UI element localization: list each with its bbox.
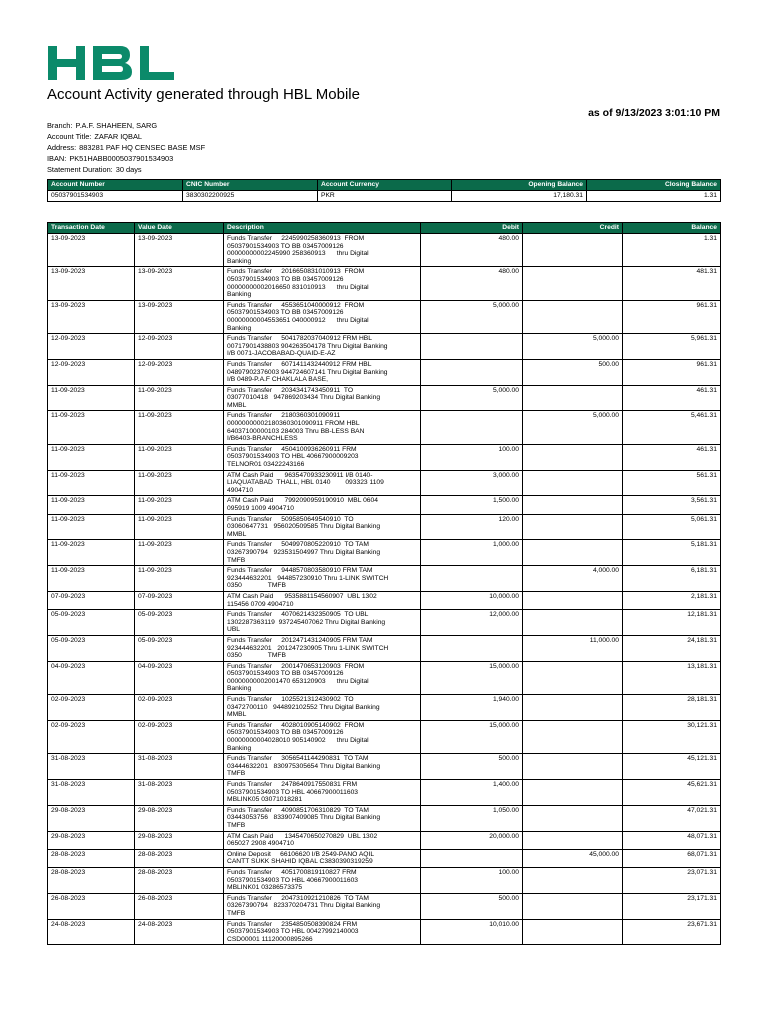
- transaction-date: 04-09-2023: [48, 661, 135, 694]
- description: Funds Transfer 5041782037040912 FRM HBL 00717901438803 904263504178 Thru Digital Banking I/B 0071-JACOBABAD-QUAID-E-AZ: [224, 334, 421, 360]
- debit-amount: 5,000.00: [421, 300, 523, 333]
- header-closing-balance: Closing Balance: [587, 180, 721, 191]
- info-account-title: Account Title: ZAFAR IQBAL: [47, 132, 143, 142]
- table-row: [48, 635, 721, 661]
- description: Funds Transfer 4504100936260911 FRM 05037901534903 TO HBL 40667900009203 TELNOR01 03422243166: [224, 444, 421, 470]
- transactions-table: [47, 222, 721, 945]
- debit-amount: 12,000.00: [421, 610, 523, 636]
- header-credit: Credit: [523, 223, 623, 234]
- transaction-date: 11-09-2023: [48, 496, 135, 514]
- report-timestamp: as of 9/13/2023 3:01:10 PM: [588, 107, 720, 119]
- account-currency: PKR: [318, 191, 452, 202]
- debit-amount: [421, 359, 523, 385]
- debit-amount: [421, 635, 523, 661]
- table-row: [48, 566, 721, 592]
- transaction-date: 12-09-2023: [48, 334, 135, 360]
- description: ATM Cash Paid 7992090959190910 MBL 0604 095919 1009 4904710: [224, 496, 421, 514]
- debit-amount: 100.00: [421, 867, 523, 893]
- value-date: 02-09-2023: [135, 695, 224, 721]
- opening-balance: 17,180.31: [452, 191, 587, 202]
- transaction-date: 05-09-2023: [48, 610, 135, 636]
- debit-amount: 1,500.00: [421, 496, 523, 514]
- credit-amount: [523, 805, 623, 831]
- credit-amount: [523, 540, 623, 566]
- table-row: [48, 780, 721, 806]
- balance-amount: 13,181.31: [623, 661, 721, 694]
- balance-amount: 961.31: [623, 300, 721, 333]
- credit-amount: [523, 496, 623, 514]
- header-transaction-date: Transaction Date: [48, 223, 135, 234]
- table-row: [48, 496, 721, 514]
- account-info: [47, 120, 205, 175]
- info-iban: IBAN: PK51HABB0005037901534903: [47, 154, 174, 164]
- transaction-date: 13-09-2023: [48, 267, 135, 300]
- debit-amount: [421, 411, 523, 444]
- header-cnic-number: CNIC Number: [183, 180, 318, 191]
- debit-amount: [421, 334, 523, 360]
- transaction-date: 28-08-2023: [48, 867, 135, 893]
- value-date: 11-09-2023: [135, 566, 224, 592]
- table-row: [48, 514, 721, 540]
- debit-amount: 15,000.00: [421, 661, 523, 694]
- credit-amount: [523, 661, 623, 694]
- value-date: 31-08-2023: [135, 754, 224, 780]
- credit-amount: [523, 234, 623, 267]
- transaction-date: 07-09-2023: [48, 591, 135, 609]
- table-row: [48, 444, 721, 470]
- table-row: [48, 849, 721, 867]
- value-date: 11-09-2023: [135, 496, 224, 514]
- credit-amount: [523, 591, 623, 609]
- balance-amount: 1.31: [623, 234, 721, 267]
- credit-amount: [523, 893, 623, 919]
- transaction-date: 11-09-2023: [48, 385, 135, 411]
- table-row: [48, 334, 721, 360]
- credit-amount: 5,000.00: [523, 334, 623, 360]
- description: Funds Transfer 6071411432440912 FRM HBL 04897902376003 944724607141 Thru Digital Banking I/B 0489-P.A.F CHAKLALA BASE,: [224, 359, 421, 385]
- transactions-body: [48, 234, 721, 945]
- description: Online Deposit 66106620 I/B 2549-PANO AQIL CANTT SUKK SHAHID IQBAL C3830390319259: [224, 849, 421, 867]
- balance-amount: 23,171.31: [623, 893, 721, 919]
- value-date: 11-09-2023: [135, 444, 224, 470]
- description: Funds Transfer 2001470653120903 FROM 05037901534903 TO BB 03457009126 00000000002001470 653120903 thru Digital Banking: [224, 661, 421, 694]
- table-row: [48, 831, 721, 849]
- value-date: 28-08-2023: [135, 849, 224, 867]
- header-value-date: Value Date: [135, 223, 224, 234]
- transaction-date: 24-08-2023: [48, 919, 135, 945]
- transaction-date: 11-09-2023: [48, 411, 135, 444]
- table-row: [48, 720, 721, 753]
- value-date: 12-09-2023: [135, 334, 224, 360]
- value-date: 11-09-2023: [135, 540, 224, 566]
- debit-amount: 1,000.00: [421, 540, 523, 566]
- debit-amount: 100.00: [421, 444, 523, 470]
- cnic-number: 3830302200925: [183, 191, 318, 202]
- description: Funds Transfer 2012471431240905 FRM TAM 923444632201 201247230905 Thru 1-LINK SWITCH 0350 TMFB: [224, 635, 421, 661]
- transaction-date: 12-09-2023: [48, 359, 135, 385]
- balance-amount: 28,181.31: [623, 695, 721, 721]
- transaction-date: 02-09-2023: [48, 695, 135, 721]
- credit-amount: [523, 754, 623, 780]
- credit-amount: [523, 444, 623, 470]
- balance-amount: 481.31: [623, 267, 721, 300]
- credit-amount: 45,000.00: [523, 849, 623, 867]
- value-date: 12-09-2023: [135, 359, 224, 385]
- credit-amount: [523, 385, 623, 411]
- balance-amount: 2,181.31: [623, 591, 721, 609]
- balance-amount: 12,181.31: [623, 610, 721, 636]
- balance-amount: 5,181.31: [623, 540, 721, 566]
- credit-amount: [523, 695, 623, 721]
- transaction-date: 11-09-2023: [48, 514, 135, 540]
- table-row: [48, 754, 721, 780]
- balance-amount: 961.31: [623, 359, 721, 385]
- balance-amount: 30,121.31: [623, 720, 721, 753]
- transaction-date: 05-09-2023: [48, 635, 135, 661]
- transaction-date: 26-08-2023: [48, 893, 135, 919]
- table-row: [48, 867, 721, 893]
- table-row: [48, 695, 721, 721]
- transaction-date: 11-09-2023: [48, 444, 135, 470]
- credit-amount: [523, 514, 623, 540]
- value-date: 11-09-2023: [135, 385, 224, 411]
- debit-amount: 120.00: [421, 514, 523, 540]
- balance-amount: 45,121.31: [623, 754, 721, 780]
- description: Funds Transfer 2034341743450911 TO 03077010418 947869203434 Thru Digital Banking MMBL: [224, 385, 421, 411]
- description: Funds Transfer 2245990258360913 FROM 05037901534903 TO BB 03457009126 00000000002245990 258360913 thru Digital Banking: [224, 234, 421, 267]
- description: Funds Transfer 9448570803580910 FRM TAM 923444632201 944857230910 Thru 1-LINK SWITCH 0350 TMFB: [224, 566, 421, 592]
- debit-amount: 1,050.00: [421, 805, 523, 831]
- balance-amount: 561.31: [623, 470, 721, 496]
- debit-amount: 15,000.00: [421, 720, 523, 753]
- credit-amount: [523, 470, 623, 496]
- debit-amount: 500.00: [421, 754, 523, 780]
- balance-amount: 45,621.31: [623, 780, 721, 806]
- transaction-date: 13-09-2023: [48, 234, 135, 267]
- table-row: [48, 359, 721, 385]
- table-row: [48, 300, 721, 333]
- table-row: [48, 919, 721, 945]
- transaction-date: 11-09-2023: [48, 470, 135, 496]
- header-balance: Balance: [623, 223, 721, 234]
- value-date: 29-08-2023: [135, 831, 224, 849]
- debit-amount: 1,400.00: [421, 780, 523, 806]
- table-row: [48, 610, 721, 636]
- credit-amount: [523, 720, 623, 753]
- balance-amount: 461.31: [623, 444, 721, 470]
- description: Funds Transfer 4090851706310829 TO TAM 03443053756 833907409085 Thru Digital Banking TMFB: [224, 805, 421, 831]
- description: ATM Cash Paid 1345470650270829 UBL 1302 065027 2908 4904710: [224, 831, 421, 849]
- description: Funds Transfer 4553651040000912 FROM 05037901534903 TO BB 03457009126 00000000004553651 040000912 thru Digital Banking: [224, 300, 421, 333]
- transaction-date: 29-08-2023: [48, 805, 135, 831]
- account-number: 05037901534903: [48, 191, 183, 202]
- table-row: [48, 411, 721, 444]
- header-description: Description: [224, 223, 421, 234]
- balance-amount: 68,071.31: [623, 849, 721, 867]
- description: Funds Transfer 4051700819110827 FRM 05037901534903 TO HBL 40667900011603 MBLINK01 03286573375: [224, 867, 421, 893]
- debit-amount: 5,000.00: [421, 385, 523, 411]
- debit-amount: 10,010.00: [421, 919, 523, 945]
- balance-amount: 47,021.31: [623, 805, 721, 831]
- description: Funds Transfer 2180360301090911 00000000002180360301090911 FROM HBL 64037100000103 284003 Thru BB-LESS BAN I/B6403-BRANCHLESS: [224, 411, 421, 444]
- value-date: 05-09-2023: [135, 635, 224, 661]
- debit-amount: [421, 849, 523, 867]
- debit-amount: 10,000.00: [421, 591, 523, 609]
- balance-amount: 6,181.31: [623, 566, 721, 592]
- description: Funds Transfer 2047310921210826 TO TAM 03267390794 823370204731 Thru Digital Banking TMFB: [224, 893, 421, 919]
- transaction-date: 29-08-2023: [48, 831, 135, 849]
- table-row: [48, 661, 721, 694]
- header-opening-balance: Opening Balance: [452, 180, 587, 191]
- table-row: [48, 234, 721, 267]
- balance-amount: 5,061.31: [623, 514, 721, 540]
- debit-amount: 500.00: [421, 893, 523, 919]
- value-date: 13-09-2023: [135, 300, 224, 333]
- description: ATM Cash Paid 9535881154560907 UBL 1302 115456 0709 4904710: [224, 591, 421, 609]
- value-date: 11-09-2023: [135, 470, 224, 496]
- value-date: 11-09-2023: [135, 411, 224, 444]
- value-date: 29-08-2023: [135, 805, 224, 831]
- value-date: 31-08-2023: [135, 780, 224, 806]
- transaction-date: 11-09-2023: [48, 540, 135, 566]
- debit-amount: 1,940.00: [421, 695, 523, 721]
- credit-amount: [523, 610, 623, 636]
- balance-amount: 3,561.31: [623, 496, 721, 514]
- transaction-date: 13-09-2023: [48, 300, 135, 333]
- credit-amount: [523, 919, 623, 945]
- credit-amount: 500.00: [523, 359, 623, 385]
- report-title: Account Activity generated through HBL Mobile: [47, 86, 360, 103]
- info-statement-duration: Statement Duration: 30 days: [47, 165, 142, 175]
- description: Funds Transfer 4028010905140902 FROM 05037901534903 TO BB 03457009126 00000000004028010 905140902 thru Digital Banking: [224, 720, 421, 753]
- table-row: [48, 470, 721, 496]
- balance-amount: 48,071.31: [623, 831, 721, 849]
- header-account-number: Account Number: [48, 180, 183, 191]
- header-debit: Debit: [421, 223, 523, 234]
- table-row: [48, 267, 721, 300]
- info-address: Address: 883281 PAF HQ CENSEC BASE MSF: [47, 143, 206, 153]
- balance-amount: 24,181.31: [623, 635, 721, 661]
- value-date: 13-09-2023: [135, 267, 224, 300]
- table-row: [48, 805, 721, 831]
- table-row: [48, 540, 721, 566]
- debit-amount: 3,000.00: [421, 470, 523, 496]
- credit-amount: 5,000.00: [523, 411, 623, 444]
- credit-amount: [523, 831, 623, 849]
- value-date: 04-09-2023: [135, 661, 224, 694]
- description: Funds Transfer 4070621432350905 TO UBL 1302287363119 937245407062 Thru Digital Banking UBL: [224, 610, 421, 636]
- value-date: 11-09-2023: [135, 514, 224, 540]
- debit-amount: 480.00: [421, 234, 523, 267]
- description: Funds Transfer 5095850649540910 TO 03060647731 956020509585 Thru Digital Banking MMBL: [224, 514, 421, 540]
- value-date: 02-09-2023: [135, 720, 224, 753]
- transaction-date: 28-08-2023: [48, 849, 135, 867]
- account-summary-table: [47, 179, 721, 202]
- transaction-date: 31-08-2023: [48, 780, 135, 806]
- description: Funds Transfer 2354850508390824 FRM 05037901534903 TO HBL 00427992140003 CSD00001 11120000895266: [224, 919, 421, 945]
- account-summary-row: [48, 191, 721, 202]
- credit-amount: [523, 780, 623, 806]
- balance-amount: 461.31: [623, 385, 721, 411]
- description: Funds Transfer 1025521312430902 TO 03472700110 944892102552 Thru Digital Banking MMBL: [224, 695, 421, 721]
- table-row: [48, 591, 721, 609]
- description: Funds Transfer 2478640917550831 FRM 05037901534903 TO HBL 40667900011603 MBLINK05 03071018281: [224, 780, 421, 806]
- credit-amount: [523, 300, 623, 333]
- transaction-date: 02-09-2023: [48, 720, 135, 753]
- debit-amount: 20,000.00: [421, 831, 523, 849]
- credit-amount: 11,000.00: [523, 635, 623, 661]
- value-date: 07-09-2023: [135, 591, 224, 609]
- closing-balance: 1.31: [587, 191, 721, 202]
- table-row: [48, 893, 721, 919]
- credit-amount: [523, 867, 623, 893]
- credit-amount: [523, 267, 623, 300]
- header-account-currency: Account Currency: [318, 180, 452, 191]
- description: Funds Transfer 2016650831010913 FROM 05037901534903 TO BB 03457009126 00000000002016650 831010913 thru Digital Banking: [224, 267, 421, 300]
- table-row: [48, 385, 721, 411]
- description: Funds Transfer 3056541144290831 TO TAM 03444632201 830975305654 Thru Digital Banking TMFB: [224, 754, 421, 780]
- transaction-date: 11-09-2023: [48, 566, 135, 592]
- hbl-logo: [48, 44, 176, 82]
- value-date: 28-08-2023: [135, 867, 224, 893]
- credit-amount: 4,000.00: [523, 566, 623, 592]
- balance-amount: 23,071.31: [623, 867, 721, 893]
- balance-amount: 5,961.31: [623, 334, 721, 360]
- value-date: 05-09-2023: [135, 610, 224, 636]
- balance-amount: 23,671.31: [623, 919, 721, 945]
- value-date: 13-09-2023: [135, 234, 224, 267]
- description: Funds Transfer 5049970805220910 TO TAM 03267390794 923531504997 Thru Digital Banking TMFB: [224, 540, 421, 566]
- transaction-date: 31-08-2023: [48, 754, 135, 780]
- description: ATM Cash Paid 9635470933230911 I/B 0140- LIAQUATABAD THALL, HBL 0140 093323 1109 4904710: [224, 470, 421, 496]
- value-date: 24-08-2023: [135, 919, 224, 945]
- balance-amount: 5,461.31: [623, 411, 721, 444]
- value-date: 26-08-2023: [135, 893, 224, 919]
- debit-amount: [421, 566, 523, 592]
- debit-amount: 480.00: [421, 267, 523, 300]
- info-branch: Branch: P.A.F. SHAHEEN, SARG: [47, 121, 158, 130]
